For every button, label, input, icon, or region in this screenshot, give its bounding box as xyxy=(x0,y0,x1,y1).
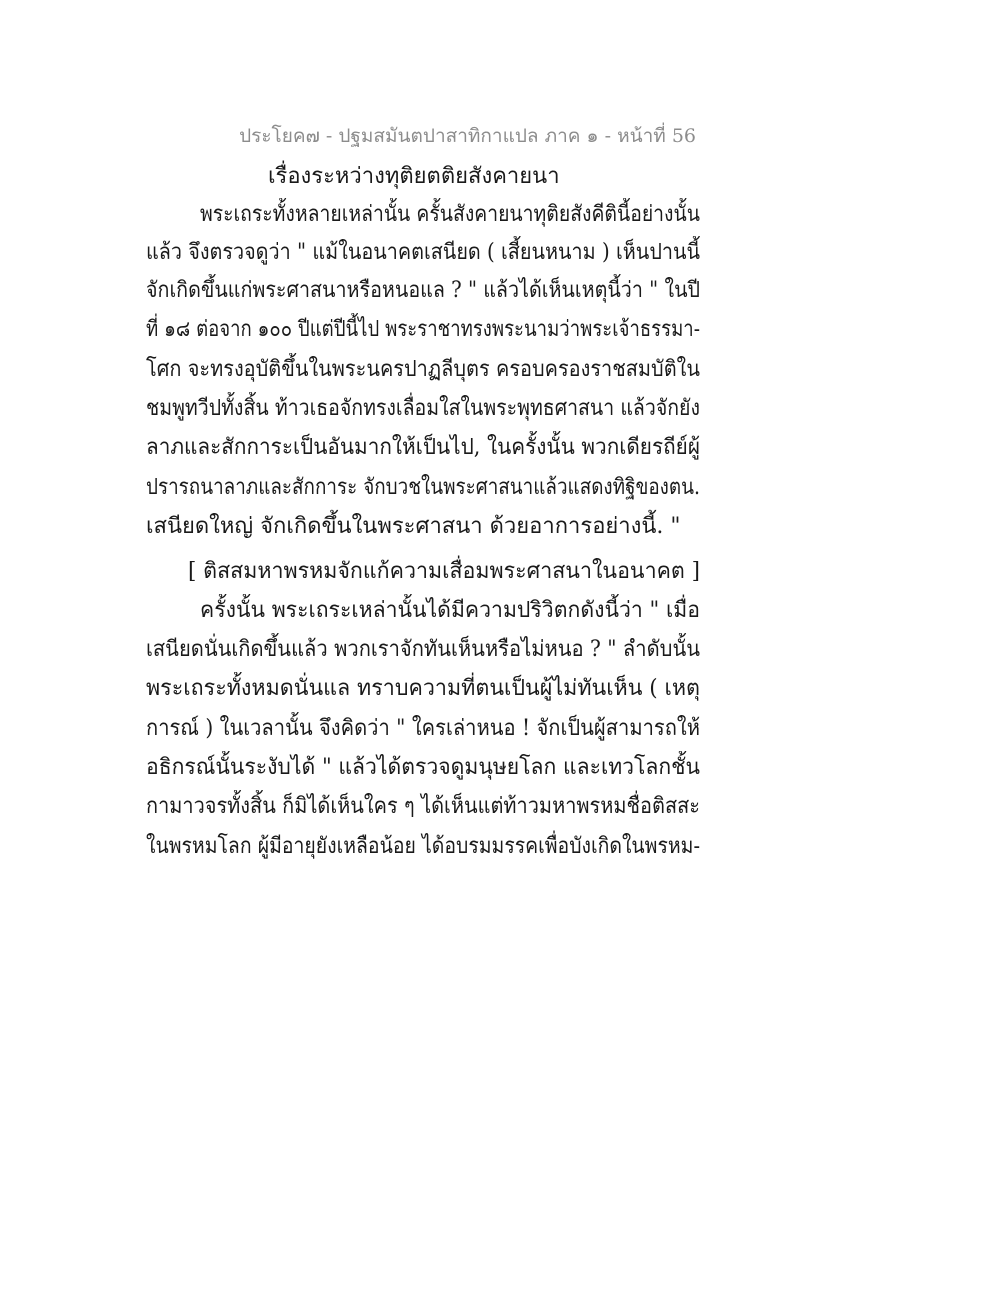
text-line: เสนียดนั่นเกิดขึ้นแล้ว พวกเราจักทันเห็นหรือไม่หนอ ? " ลำดับนั้น xyxy=(146,637,700,662)
text-line: โศก จะทรงอุบัติขึ้นในพระนครปาฏลีบุตร ครอบครองราชสมบัติใน xyxy=(146,357,700,382)
text-line: พระเถระทั้งหมดนั่นแล ทราบความที่ตนเป็นผู้ไม่ทันเห็น ( เหตุ xyxy=(146,676,700,701)
text-line: อธิกรณ์นั้นระงับได้ " แล้วได้ตรวจดูมนุษยโลก และเทวโลกชั้น xyxy=(146,755,700,780)
text-line: จักเกิดขึ้นแก่พระศาสนาหรือหนอแล ? " แล้วได้เห็นเหตุนี้ว่า " ในปี xyxy=(146,278,701,303)
subsection-heading: [ ติสสมหาพรหมจักแก้ความเสื่อมพระศาสนาในอนาคต ] xyxy=(188,559,701,584)
text-line: ปรารถนาลาภและสักการะ จักบวชในพระศาสนาแล้วแสดงทิฐิของตน. xyxy=(146,475,700,500)
text-line: พระเถระทั้งหลายเหล่านั้น ครั้นสังคายนาทุติยสังคีตินี้อย่างนั้น xyxy=(200,202,700,227)
text-line: ที่ ๑๘ ต่อจาก ๑๐๐ ปีแต่ปีนี้ไป พระราชาทรงพระนามว่าพระเจ้าธรรมา- xyxy=(146,317,700,342)
text-line: ลาภและสักการะเป็นอันมากให้เป็นไป, ในครั้งนั้น พวกเดียรถีย์ผู้ xyxy=(146,435,700,460)
text-line: เสนียดใหญ่ จักเกิดขึ้นในพระศาสนา ด้วยอาการอย่างนี้. " xyxy=(146,514,681,539)
text-line: การณ์ ) ในเวลานั้น จึงคิดว่า " ใครเล่าหนอ ! จักเป็นผู้สามารถให้ xyxy=(146,716,701,741)
text-line: แล้ว จึงตรวจดูว่า " แม้ในอนาคตเสนียด ( เสี้ยนหนาม ) เห็นปานนี้ xyxy=(146,240,701,265)
text-line: ครั้งนั้น พระเถระเหล่านั้นได้มีความปริวิตกดังนี้ว่า " เมื่อ xyxy=(200,598,701,623)
page-header: ประโยค๗ - ปฐมสมันตปาสาทิกาแปล ภาค ๑ - หน้าที่ 56 xyxy=(239,125,696,147)
section-title: เรื่องระหว่างทุติยตติยสังคายนา xyxy=(268,164,560,189)
text-line: ชมพูทวีปทั้งสิ้น ท้าวเธอจักทรงเลื่อมใสในพระพุทธศาสนา แล้วจักยัง xyxy=(146,396,700,421)
text-line: กามาวจรทั้งสิ้น ก็มิได้เห็นใคร ๆ ได้เห็นแต่ท้าวมหาพรหมชื่อติสสะ xyxy=(146,794,701,819)
text-line: ในพรหมโลก ผู้มีอายุยังเหลือน้อย ได้อบรมมรรคเพื่อบังเกิดในพรหม- xyxy=(146,834,701,859)
